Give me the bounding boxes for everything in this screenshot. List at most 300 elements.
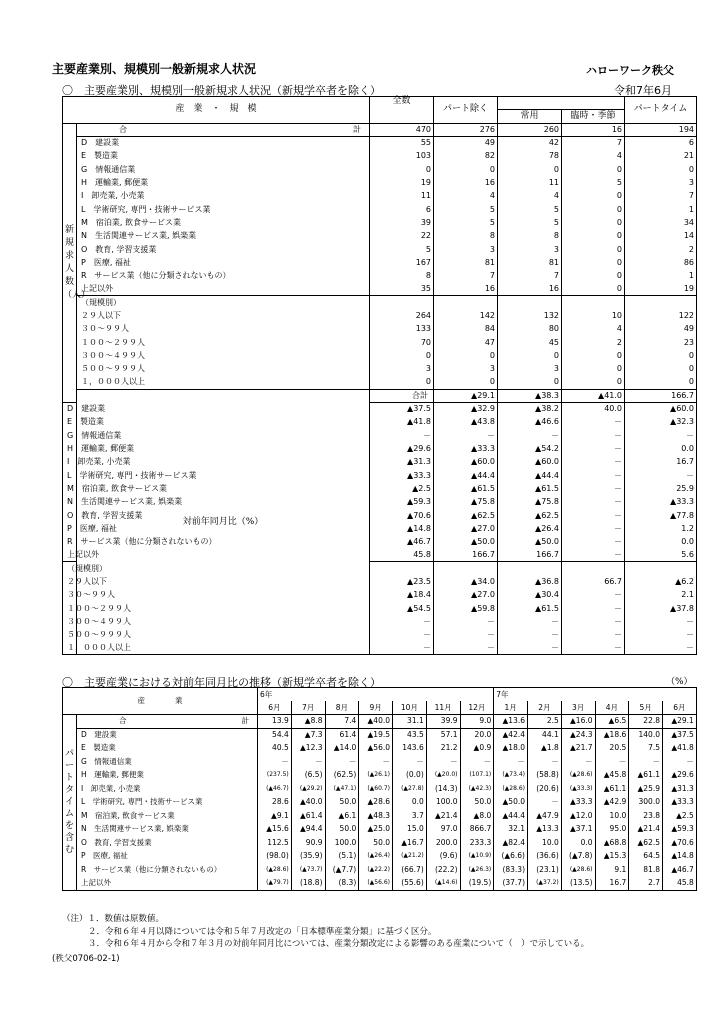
- t2-cell: 64.5: [629, 850, 663, 864]
- yoy-scale-cell: －: [498, 628, 562, 641]
- scale-label: ３００～４９９人: [63, 615, 77, 628]
- month-header: 12月: [460, 701, 494, 715]
- t2-cell: ▲25.9: [629, 782, 663, 796]
- new-industry-row: [63, 243, 697, 256]
- yoy-scale-cell: －: [625, 642, 697, 655]
- t2-cell: 16.7: [595, 877, 629, 891]
- new-scale-header-row: [63, 296, 697, 309]
- yoy-industry-cell: 166.7: [434, 549, 498, 562]
- t2-cell: －: [561, 755, 595, 769]
- t2-cell: －: [460, 755, 494, 769]
- t2-cell: ▲24.3: [561, 728, 595, 742]
- new-industry-cell: 1: [625, 203, 697, 216]
- yoy-industry-cell: ▲41.8: [370, 416, 434, 429]
- yoy-industry-cell: －: [562, 549, 625, 562]
- scale-label: ５００～９９９人: [63, 628, 77, 641]
- t2-cell: (19.5): [460, 877, 494, 891]
- t2-cell: 23.8: [629, 809, 663, 823]
- t2-cell: (▲73.7): [291, 863, 325, 877]
- t2-cell: (83.3): [494, 863, 528, 877]
- new-scale-cell: 70: [370, 336, 434, 349]
- new-industry-cell: 16: [434, 176, 498, 189]
- new-scale-cell: 80: [498, 323, 562, 336]
- yoy-industry-cell: ▲70.6: [370, 509, 434, 522]
- yoy-industry-cell: ▲46.6: [498, 416, 562, 429]
- t2-cell: 50.0: [359, 836, 393, 850]
- t2-cell: (22.2): [426, 863, 460, 877]
- new-industry-cell: 0: [562, 243, 625, 256]
- t2-industry-row: [63, 809, 697, 823]
- new-industry-cell: 4: [562, 150, 625, 163]
- part-time-header: パートタイム: [625, 97, 697, 124]
- t2-cell: ▲12.0: [561, 809, 595, 823]
- t2-cell: (▲28.6): [258, 863, 292, 877]
- new-scale-cell: 0: [370, 376, 434, 389]
- t2-cell: 81.8: [629, 863, 663, 877]
- industry-label: O 教育, 学習支援業: [77, 836, 258, 850]
- new-scale-cell: 0: [498, 376, 562, 389]
- yoy-industry-cell: ▲46.7: [370, 535, 434, 548]
- t2-cell: (▲20.0): [426, 769, 460, 783]
- t2-cell: －: [258, 755, 292, 769]
- t2-total-label: [77, 715, 258, 729]
- new-industry-cell: 81: [434, 256, 498, 269]
- t2-total-cell: ▲6.5: [595, 715, 629, 729]
- scale-label: ５００～９９９人: [77, 362, 370, 375]
- scale-label: ２９人以下: [77, 309, 370, 322]
- industry-label: N 生活関連サービス業, 娯楽業: [77, 823, 258, 837]
- empty-cell: [498, 562, 562, 575]
- t2-cell: ▲61.1: [629, 769, 663, 783]
- yoy-industry-cell: ▲33.3: [625, 495, 697, 508]
- new-total-cell: 276: [434, 123, 498, 136]
- yoy-scale-cell: －: [370, 642, 434, 655]
- new-scale-row: [63, 323, 697, 336]
- t2-total-cell: 22.8: [629, 715, 663, 729]
- scale-label: ２９人以下: [63, 575, 77, 588]
- new-total-cell: 260: [498, 123, 562, 136]
- new-industry-cell: 55: [370, 136, 434, 149]
- yoy-industry-cell: 25.9: [625, 482, 697, 495]
- t2-cell: ▲46.7: [663, 863, 697, 877]
- t2-cell: －: [528, 796, 562, 810]
- t2-cell: ▲37.5: [663, 728, 697, 742]
- new-industry-cell: 11: [370, 190, 434, 203]
- t2-cell: 21.2: [426, 742, 460, 756]
- t2-cell: ▲21.7: [561, 742, 595, 756]
- t2-cell: 95.0: [595, 823, 629, 837]
- t2-industry-row: [63, 863, 697, 877]
- industry-label: E 製造業: [77, 150, 370, 163]
- t2-cell: 32.1: [494, 823, 528, 837]
- t2-cell: ▲48.3: [359, 809, 393, 823]
- t2-cell: (▲28.6): [494, 782, 528, 796]
- t2-cell: 50.0: [460, 796, 494, 810]
- t2-total-cell: 13.9: [258, 715, 292, 729]
- yoy-scale-cell: －: [562, 602, 625, 615]
- new-industry-cell: 78: [498, 150, 562, 163]
- t2-cell: (0.0): [393, 769, 427, 783]
- new-scale-cell: 3: [498, 362, 562, 375]
- new-scale-cell: 0: [562, 349, 625, 362]
- new-scale-cell: 0: [625, 376, 697, 389]
- t2-cell: (▲56.6): [359, 877, 393, 891]
- yoy-scale-cell: ▲59.8: [434, 602, 498, 615]
- header-spacer: [498, 97, 625, 110]
- t2-cell: 140.0: [629, 728, 663, 742]
- new-industry-row: [63, 216, 697, 229]
- industry-label: R サービス業（他に分類されないもの）: [77, 863, 258, 877]
- t2-cell: (37.7): [494, 877, 528, 891]
- new-industry-cell: 19: [625, 283, 697, 296]
- t2-cell: ▲21.4: [426, 809, 460, 823]
- t2-cell: －: [325, 755, 359, 769]
- new-industry-cell: 35: [370, 283, 434, 296]
- t2-cell: ▲94.4: [291, 823, 325, 837]
- yoy-industry-cell: 1.2: [625, 522, 697, 535]
- t2-cell: 3.7: [393, 809, 427, 823]
- t2-cell: (55.6): [393, 877, 427, 891]
- t2-cell: (▲22.2): [359, 863, 393, 877]
- industry-label: P 医療, 福祉: [77, 256, 370, 269]
- new-industry-cell: 0: [562, 256, 625, 269]
- new-scale-row: [63, 362, 697, 375]
- new-scale-cell: 47: [434, 336, 498, 349]
- new-total-cell: 470: [370, 123, 434, 136]
- yoy-industry-cell: ▲77.8: [625, 509, 697, 522]
- yoy-industry-cell: ▲62.5: [434, 509, 498, 522]
- t2-cell: ▲70.6: [663, 836, 697, 850]
- regular-header: 常用: [498, 110, 562, 123]
- t2-cell: (▲37.2): [528, 877, 562, 891]
- industry-label: 上記以外: [63, 549, 77, 562]
- t2-cell: (▲47.1): [325, 782, 359, 796]
- yoy-industry-cell: －: [562, 482, 625, 495]
- new-industry-cell: 8: [498, 229, 562, 242]
- t2-cell: 112.5: [258, 836, 292, 850]
- t2-cell: ▲15.3: [595, 850, 629, 864]
- yoy-industry-cell: －: [562, 495, 625, 508]
- industry-label: R サービス業（他に分類されないもの）: [77, 269, 370, 282]
- new-industry-cell: 86: [625, 256, 697, 269]
- t2-cell: (8.3): [325, 877, 359, 891]
- new-scale-cell: 0: [625, 349, 697, 362]
- yoy-industry-cell: ▲27.0: [434, 522, 498, 535]
- t2-industry-row: [63, 755, 697, 769]
- industry-label: D 建設業: [77, 728, 258, 742]
- industry-label: N 生活関連サービス業, 娯楽業: [77, 229, 370, 242]
- t2-industry-row: [63, 796, 697, 810]
- industry-label: N 生活関連サービス業, 娯楽業: [63, 495, 77, 508]
- yoy-industry-cell: ▲2.5: [370, 482, 434, 495]
- yoy-total-cell: ▲38.3: [498, 389, 562, 402]
- yoy-industry-cell: ▲61.5: [498, 482, 562, 495]
- industry-label: O 教育, 学習支援業: [77, 243, 370, 256]
- new-industry-cell: 4: [498, 190, 562, 203]
- new-industry-cell: 8: [370, 269, 434, 282]
- yoy-industry-cell: ▲33.3: [434, 442, 498, 455]
- new-industry-cell: 6: [370, 203, 434, 216]
- yoy-industry-cell: ▲60.0: [498, 456, 562, 469]
- t2-total-cell: ▲13.6: [494, 715, 528, 729]
- t2-cell: ▲18.0: [494, 742, 528, 756]
- yoy-industry-cell: ▲75.8: [434, 495, 498, 508]
- yoy-industry-cell: ▲43.8: [434, 416, 498, 429]
- yoy-scale-cell: ▲30.4: [498, 588, 562, 601]
- new-scale-cell: 0: [625, 362, 697, 375]
- yoy-scale-cell: －: [562, 588, 625, 601]
- t2-cell: (▲26.4): [359, 850, 393, 864]
- new-scale-row: [63, 309, 697, 322]
- t2-cell: (6.5): [291, 769, 325, 783]
- scale-label: １００～２９９人: [77, 336, 370, 349]
- yoy-industry-cell: ▲60.0: [625, 402, 697, 415]
- new-industry-row: [63, 150, 697, 163]
- new-industry-cell: 0: [562, 216, 625, 229]
- new-industry-cell: 5: [434, 203, 498, 216]
- new-industry-cell: 167: [370, 256, 434, 269]
- empty-cell: [434, 562, 498, 575]
- t2-cell: 200.0: [426, 836, 460, 850]
- scale-label: （規模別）: [77, 296, 370, 309]
- t2-cell: ▲15.6: [258, 823, 292, 837]
- yoy-scale-cell: ▲27.0: [434, 588, 498, 601]
- new-scale-row: [63, 349, 697, 362]
- t2-cell: (62.5): [325, 769, 359, 783]
- industry-label: L 学術研究, 専門・技術サービス業: [63, 469, 77, 482]
- t2-cell: －: [595, 755, 629, 769]
- total-label-b: 計: [420, 390, 429, 400]
- t2-cell: (13.5): [561, 877, 595, 891]
- yoy-total-label: [370, 389, 434, 402]
- t2-cell: 20.0: [460, 728, 494, 742]
- new-industry-cell: 0: [562, 229, 625, 242]
- t2-cell: ▲50.0: [494, 796, 528, 810]
- t2-cell: (▲28.6): [561, 769, 595, 783]
- month-header: 6月: [663, 701, 697, 715]
- t2-header-row: [63, 688, 697, 702]
- t2-cell: 0.0: [393, 796, 427, 810]
- t2-industry-row: [63, 836, 697, 850]
- section1-title: 〇 主要産業別、規模別一般新規求人状況（新規学卒者を除く）: [62, 84, 381, 97]
- new-industry-cell: 49: [434, 136, 498, 149]
- month-header: 9月: [359, 701, 393, 715]
- industry-label: M 宿泊業, 飲食サービス業: [63, 482, 77, 495]
- t2-cell: ▲61.1: [595, 782, 629, 796]
- yoy-scale-cell: －: [434, 628, 498, 641]
- t2-cell: (66.7): [393, 863, 427, 877]
- new-industry-cell: 8: [434, 229, 498, 242]
- month-header: 4月: [595, 701, 629, 715]
- new-scale-cell: 10: [562, 309, 625, 322]
- total-label-b: 計: [353, 124, 362, 134]
- t2-cell: 10.0: [528, 836, 562, 850]
- part-excluded-header: パート除く: [434, 97, 498, 124]
- new-industry-cell: 82: [434, 150, 498, 163]
- yoy-scale-cell: ▲54.5: [370, 602, 434, 615]
- t2-cell: ▲29.6: [663, 769, 697, 783]
- yoy-scale-cell: －: [498, 615, 562, 628]
- t2-cell: ▲62.5: [629, 836, 663, 850]
- yoy-industry-cell: ▲62.5: [498, 509, 562, 522]
- t2-cell: 50.0: [325, 823, 359, 837]
- t2-cell: ▲2.5: [663, 809, 697, 823]
- t2-cell: 28.6: [258, 796, 292, 810]
- t2-cell: ▲45.8: [595, 769, 629, 783]
- t2-total-row: [63, 715, 697, 729]
- new-scale-cell: 142: [434, 309, 498, 322]
- new-industry-cell: 5: [370, 243, 434, 256]
- empty-cell: [434, 296, 498, 309]
- t2-cell: －: [663, 755, 697, 769]
- new-scale-row: [63, 376, 697, 389]
- industry-label: G 情報通信業: [77, 755, 258, 769]
- new-industry-cell: 0: [562, 190, 625, 203]
- t2-cell: (237.5): [258, 769, 292, 783]
- report-date: 令和7年6月: [614, 84, 672, 97]
- new-scale-cell: 84: [434, 323, 498, 336]
- industry-label: D 建設業: [77, 136, 370, 149]
- month-header: 8月: [325, 701, 359, 715]
- unit-label: （%）: [666, 677, 693, 687]
- yoy-industry-cell: ▲26.4: [498, 522, 562, 535]
- t2-industry-row: [63, 769, 697, 783]
- t2-cell: ▲44.4: [494, 809, 528, 823]
- new-industry-cell: 3: [498, 243, 562, 256]
- t2-cell: 9.1: [595, 863, 629, 877]
- scale-label: ３０～９９人: [77, 323, 370, 336]
- yoy-industry-cell: ▲59.3: [370, 495, 434, 508]
- t2-cell: ▲0.9: [460, 742, 494, 756]
- new-scale-cell: 264: [370, 309, 434, 322]
- yoy-industry-cell: －: [370, 429, 434, 442]
- yoy-industry-cell: 0.0: [625, 535, 697, 548]
- yoy-trend-table: [62, 687, 697, 891]
- yoy-industry-cell: ▲44.4: [434, 469, 498, 482]
- new-scale-cell: 3: [434, 362, 498, 375]
- yoy-industry-cell: 166.7: [498, 549, 562, 562]
- t2-total-cell: 31.1: [393, 715, 427, 729]
- month-header: 3月: [561, 701, 595, 715]
- t2-cell: (98.0): [258, 850, 292, 864]
- new-group-label: 新規求人数（人）: [63, 123, 77, 402]
- empty-cell: [562, 296, 625, 309]
- t2-cell: ▲13.3: [528, 823, 562, 837]
- section2-title: 〇 主要産業における対前年同月比の推移（新規学卒者を除く）: [62, 676, 381, 689]
- new-industry-row: [63, 163, 697, 176]
- yoy-scale-cell: －: [434, 615, 498, 628]
- total-label-a: 合: [119, 124, 127, 134]
- industry-label: L 学術研究, 専門・技術サービス業: [77, 796, 258, 810]
- yoy-industry-cell: －: [562, 509, 625, 522]
- new-scale-cell: 0: [434, 376, 498, 389]
- new-scale-cell: 3: [370, 362, 434, 375]
- yoy-scale-cell: －: [562, 615, 625, 628]
- t2-cell: ▲1.8: [528, 742, 562, 756]
- industry-label: G 情報通信業: [63, 429, 77, 442]
- scale-label: １，０００人以上: [63, 642, 77, 655]
- t2-cell: ▲61.4: [291, 809, 325, 823]
- empty-cell: [562, 562, 625, 575]
- yoy-industry-cell: ▲32.3: [625, 416, 697, 429]
- t2-cell: ▲59.3: [663, 823, 697, 837]
- yoy-scale-cell: 2.1: [625, 588, 697, 601]
- t2-total-cell: 39.9: [426, 715, 460, 729]
- month-header: 7月: [291, 701, 325, 715]
- new-scale-cell: 23: [625, 336, 697, 349]
- industry-label: P 医療, 福祉: [77, 850, 258, 864]
- new-industry-cell: 7: [562, 136, 625, 149]
- yoy-scale-cell: －: [370, 615, 434, 628]
- new-industry-row: [63, 176, 697, 189]
- industry-label: I 卸売業, 小売業: [77, 190, 370, 203]
- t2-cell: ▲9.1: [258, 809, 292, 823]
- new-industry-cell: 0: [625, 163, 697, 176]
- new-scale-cell: 0: [434, 349, 498, 362]
- yoy-industry-cell: －: [498, 429, 562, 442]
- t2-industry-row: [63, 782, 697, 796]
- yoy-total-cell: 166.7: [625, 389, 697, 402]
- t2-cell: 50.0: [325, 796, 359, 810]
- yoy-scale-cell: －: [625, 615, 697, 628]
- t2-cell: ▲37.1: [561, 823, 595, 837]
- scale-label: ３００～４９９人: [77, 349, 370, 362]
- industry-label: D 建設業: [63, 402, 77, 415]
- new-industry-cell: 39: [370, 216, 434, 229]
- yoy-scale-cell: ▲23.5: [370, 575, 434, 588]
- yoy-industry-cell: 45.8: [370, 549, 434, 562]
- t2-cell: ▲7.3: [291, 728, 325, 742]
- t2-cell: －: [291, 755, 325, 769]
- t2-cell: 0.0: [561, 836, 595, 850]
- t2-total-cell: ▲40.0: [359, 715, 393, 729]
- empty-cell: [625, 562, 697, 575]
- new-total-row: [63, 123, 697, 136]
- yoy-scale-cell: ▲18.4: [370, 588, 434, 601]
- t2-cell: －: [393, 755, 427, 769]
- yoy-industry-cell: 40.0: [562, 402, 625, 415]
- t2-cell: (▲14.6): [426, 877, 460, 891]
- yoy-industry-cell: ▲14.8: [370, 522, 434, 535]
- new-industry-row: [63, 190, 697, 203]
- t2-cell: ▲41.8: [663, 742, 697, 756]
- yoy-scale-cell: －: [434, 642, 498, 655]
- note-1: （注）１．数値は原数値。: [62, 914, 165, 924]
- new-industry-cell: 3: [434, 243, 498, 256]
- industry-label: E 製造業: [77, 742, 258, 756]
- total-label-a: 合: [412, 390, 421, 400]
- t2-cell: ▲40.0: [291, 796, 325, 810]
- t2-cell: (14.3): [426, 782, 460, 796]
- yoy-industry-cell: －: [562, 456, 625, 469]
- t2-cell: 54.4: [258, 728, 292, 742]
- yoy-industry-cell: 5.6: [625, 549, 697, 562]
- new-industry-cell: 19: [370, 176, 434, 189]
- yoy-scale-cell: ▲37.8: [625, 602, 697, 615]
- industry-label: R サービス業（他に分類されないもの）: [63, 535, 77, 548]
- new-scale-cell: 133: [370, 323, 434, 336]
- month-header: 2月: [528, 701, 562, 715]
- t2-cell: 100.0: [325, 836, 359, 850]
- new-scale-cell: 132: [498, 309, 562, 322]
- yoy-scale-cell: ▲36.8: [498, 575, 562, 588]
- month-header: 6月: [258, 701, 292, 715]
- t2-cell: (▲42.3): [460, 782, 494, 796]
- year-7-header: 7年: [494, 688, 697, 702]
- new-industry-cell: 4: [434, 190, 498, 203]
- note-3: ３．令和６年４月から令和７年３月の対前年同月比については、産業分類改定による影響のある産業について（ ）で示している。: [88, 939, 590, 949]
- t2-total-cell: 2.5: [528, 715, 562, 729]
